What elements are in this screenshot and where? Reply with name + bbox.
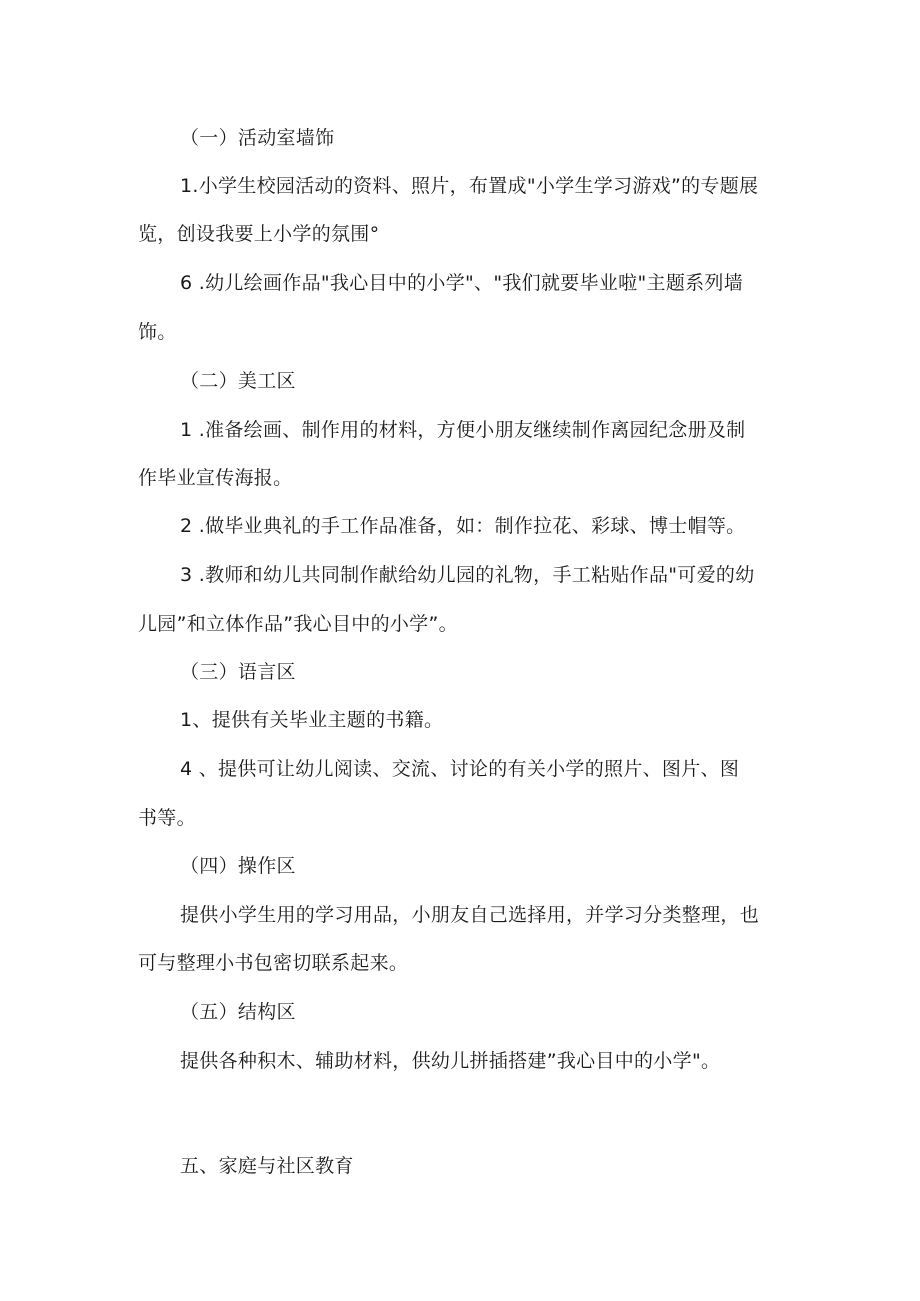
paragraph-line: 览，创设我要上小学的氛围°	[138, 223, 380, 245]
paragraph-line: 作毕业宣传海报。	[138, 467, 293, 489]
paragraph-line: 1、提供有关毕业主题的书籍。	[180, 709, 444, 731]
paragraph-line: 提供小学生用的学习用品，小朋友自己选择用，并学习分类整理，也	[180, 904, 760, 926]
paragraph-line: 6 .幼儿绘画作品"我心目中的小学"、"我们就要毕业啦"主题系列墙	[180, 272, 744, 294]
section-heading-construction-area: （五）结构区	[180, 1001, 296, 1023]
paragraph-line: 可与整理小书包密切联系起来。	[138, 952, 409, 974]
paragraph-line: 3 .教师和幼儿共同制作献给幼儿园的礼物，手工粘贴作品"可爱的幼	[180, 564, 755, 586]
paragraph-line: 提供各种积木、辅助材料，供幼儿拼插搭建”我心目中的小学"。	[180, 1050, 721, 1072]
section-heading-language-area: （三）语言区	[180, 661, 296, 683]
paragraph-line: 1.小学生校园活动的资料、照片，布置成"小学生学习游戏”的专题展	[180, 175, 759, 197]
paragraph-line: 1 .准备绘画、制作用的材料，方便小朋友继续制作离园纪念册及制	[180, 419, 746, 441]
section-heading-activity-room-wall: （一）活动室墙饰	[180, 127, 335, 149]
paragraph-line: 2 .做毕业典礼的手工作品准备，如：制作拉花、彩球、博士帽等。	[180, 515, 746, 537]
section-heading-operation-area: （四）操作区	[180, 855, 296, 877]
paragraph-line: 4 、提供可让幼儿阅读、交流、讨论的有关小学的照片、图片、图	[180, 758, 740, 780]
section-heading-art-area: （二）美工区	[180, 370, 296, 392]
paragraph-line: 儿园”和立体作品”我心目中的小学”。	[138, 613, 458, 635]
paragraph-line: 书等。	[138, 807, 196, 829]
chapter-heading-family-community: 五、家庭与社区教育	[180, 1155, 354, 1177]
paragraph-line: 饰。	[138, 321, 177, 343]
